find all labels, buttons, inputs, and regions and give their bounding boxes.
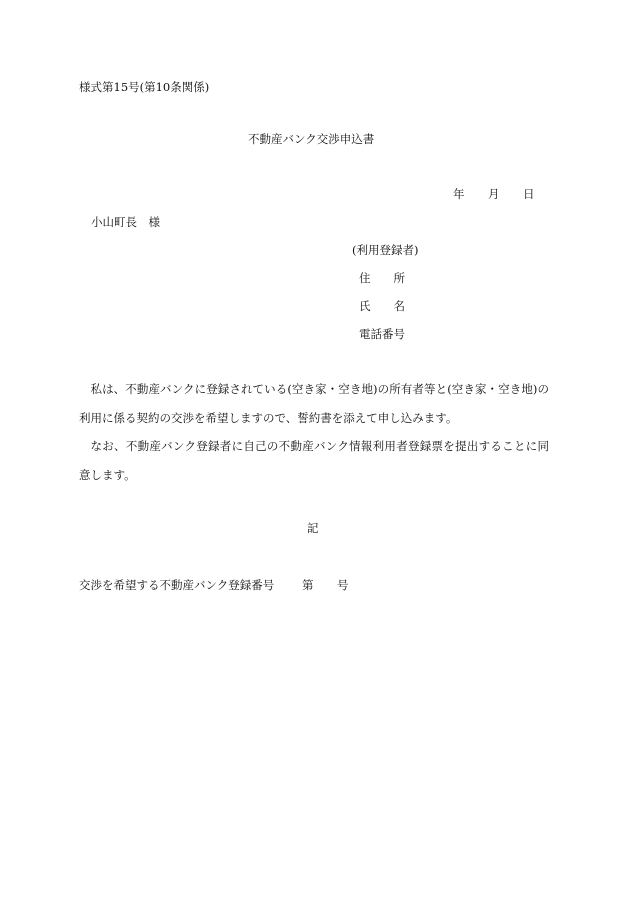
date-year-label: 年 bbox=[453, 187, 465, 201]
note-heading: 記 bbox=[307, 521, 319, 535]
date-month-label: 月 bbox=[488, 187, 500, 201]
form-number: 様式第15号(第10条関係) bbox=[79, 80, 210, 94]
registration-suffix: 号 bbox=[337, 578, 349, 592]
registration-prefix: 第 bbox=[302, 578, 314, 592]
document-title: 不動産バンク交渉申込書 bbox=[248, 132, 375, 146]
body-paragraph-2: なお、不動産バンク登録者に自己の不動産バンク情報利用者登録票を提出することに同意します。 bbox=[79, 439, 549, 482]
applicant-name-label: 氏 名 bbox=[359, 299, 405, 313]
body-paragraph-1: 私は、不動産バンクに登録されている(空き家・空き地)の所有者等と(空き家・空き地)の利用に係る契約の交渉を希望しますので、誓約書を添えて申し込みます。 bbox=[79, 382, 549, 425]
applicant-role-label: (利用登録者) bbox=[352, 243, 419, 257]
addressee: 小山町長 様 bbox=[91, 215, 160, 229]
registration-label: 交渉を希望する不動産バンク登録番号 bbox=[79, 578, 275, 592]
applicant-address-label: 住 所 bbox=[359, 271, 405, 285]
date-day-label: 日 bbox=[523, 187, 535, 201]
applicant-phone-label: 電話番号 bbox=[359, 327, 405, 341]
